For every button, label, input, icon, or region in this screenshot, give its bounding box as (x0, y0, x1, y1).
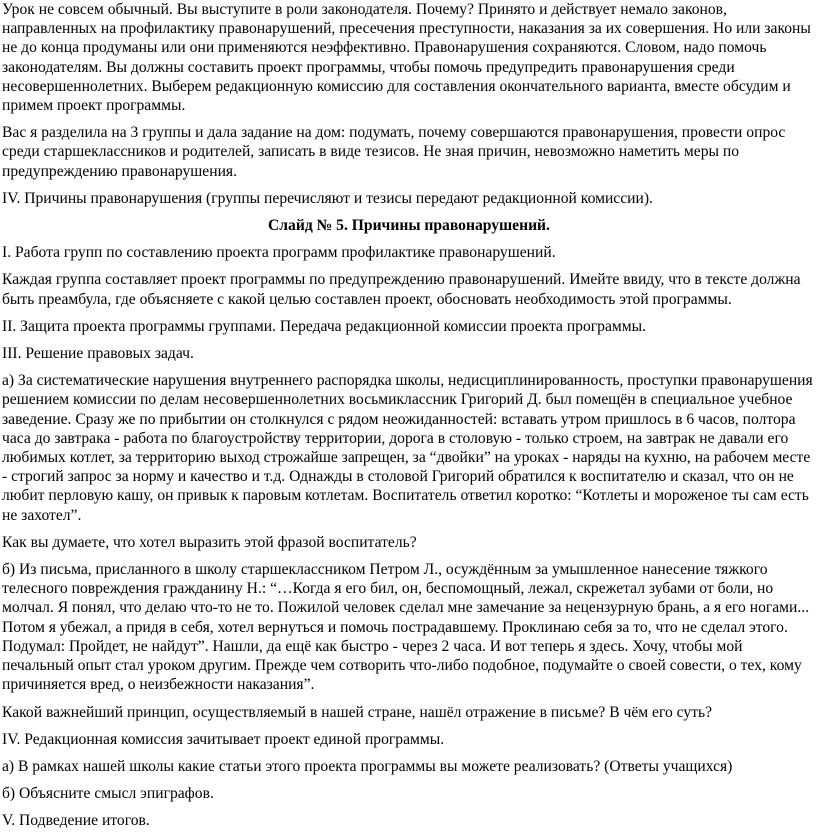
paragraph-question-principle: Какой важнейший принцип, осуществляемый в нашей стране, нашёл отражение в письме? В чём его суть? (2, 703, 713, 721)
paragraph-section-ii-defense: II. Защита проекта программы группами. Передача редакционной комиссии проекта программы. (2, 317, 646, 335)
paragraph-section-iii-tasks: III. Решение правовых задач. (2, 345, 194, 363)
paragraph-section-i-group-work: I. Работа групп по составлению проекта программ профилактике правонарушений. (2, 244, 556, 262)
paragraph-section-iv-causes: IV. Причины правонарушения (группы перечисляют и тезисы передают редакционной комиссии). (2, 189, 653, 207)
paragraph-group-assignment: Вас я разделила на 3 группы и дала задание на дом: подумать, почему совершаются правонарушения, провести опрос среди старшеклассников и родителей, записать в виде тезисов. Не зная причин, невозможно наметить меры по предупреждению правонарушения. (2, 124, 786, 180)
paragraph-section-v-summary: V. Подведение итогов. (2, 812, 150, 830)
paragraph-task-b: б) Из письма, присланного в школу старшеклассником Петром Л., осуждённым за умышленное нанесение тяжкого телесного повреждения гражданину Н.: “…Когда я его бил, он, беспомощный, лежал, скрежетал зубами от боли, но молчал. Я понял, что делаю что-то не то. Пожилой человек сделал мне замечание за нецензурную брань, а я его ногами... Потом я убежал, а придя в себя, хотел вернуться и помочь пострадавшему. Проклинаю себя за то, что не сделал этого. Подумал: Пройдет, не найдут”. Нашли, да ещё как быстро - через 2 часа. И вот теперь я здесь. Хочу, чтобы мой печальный опыт стал уроком другим. Прежде чем сотворить что-либо подобное, подумайте о своей совести, о тех, кому причиняется вред, о неизбежности наказания”. (2, 561, 810, 694)
paragraph-item-a-articles: а) В рамках нашей школы какие статьи этого проекта программы вы можете реализовать? (Ответы учащихся) (2, 757, 733, 775)
paragraph-section-iv-commission: IV. Редакционная комиссия зачитывает проект единой программы. (2, 730, 445, 748)
paragraph-question-teacher: Как вы думаете, что хотел выразить этой фразой воспитатель? (2, 533, 417, 551)
slide-heading: Слайд № 5. Причины правонарушений. (268, 217, 550, 235)
paragraph-lesson-intro: Урок не совсем обычный. Вы выступите в роли законодателя. Почему? Принято и действует немало законов, направленных на профилактику правонарушений, пресечения преступности, наказания за их совершения. Но или законы не до конца продуманы или они применяются неэффективно. Правонарушения сохраняются. Словом, надо помочь законодателям. Вы должны составить проект программы, чтобы помочь предупредить правонарушения среди несовершеннолетних. Выберем редакционную комиссию для составления окончательного варианта, вместе обсудим и примем проект программы. (2, 1, 811, 115)
paragraph-item-b-epigraphs: б) Объясните смысл эпиграфов. (2, 785, 214, 803)
paragraph-program-instructions: Каждая группа составляет проект программы по предупреждению правонарушений. Имейте ввиду, что в тексте должна быть преамбула, где объясняете с какой целью составлен проект, обосновать необходимость этой программы. (2, 271, 801, 308)
paragraph-task-a: а) За систематические нарушения внутреннего распорядка школы, недисциплинированность, проступки правонарушения решением комиссии по делам несовершеннолетних восьмиклассник Григорий Д. был помещён в специальное учебное заведение. Сразу же по прибытии он столкнулся с рядом неожиданностей: вставать утром пришлось в 6 часов, полтора часа до завтрака - работа по благоустройству территории, дорога в столовую - только строем, на завтрак не давали его любимых котлет, за территорию выход строжайше запрещен, за “двойки” на уроках - наряды на кухню, на рабочем месте - строгий запрос за норму и качество и т.д. Однажды в столовой Григорий обратился к воспитателю и сказал, что он не любит перловую кашу, он привык к паровым котлетам. Воспитатель ответил коротко: “Котлеты и мороженое ты сам есть не захотел”. (2, 372, 813, 524)
